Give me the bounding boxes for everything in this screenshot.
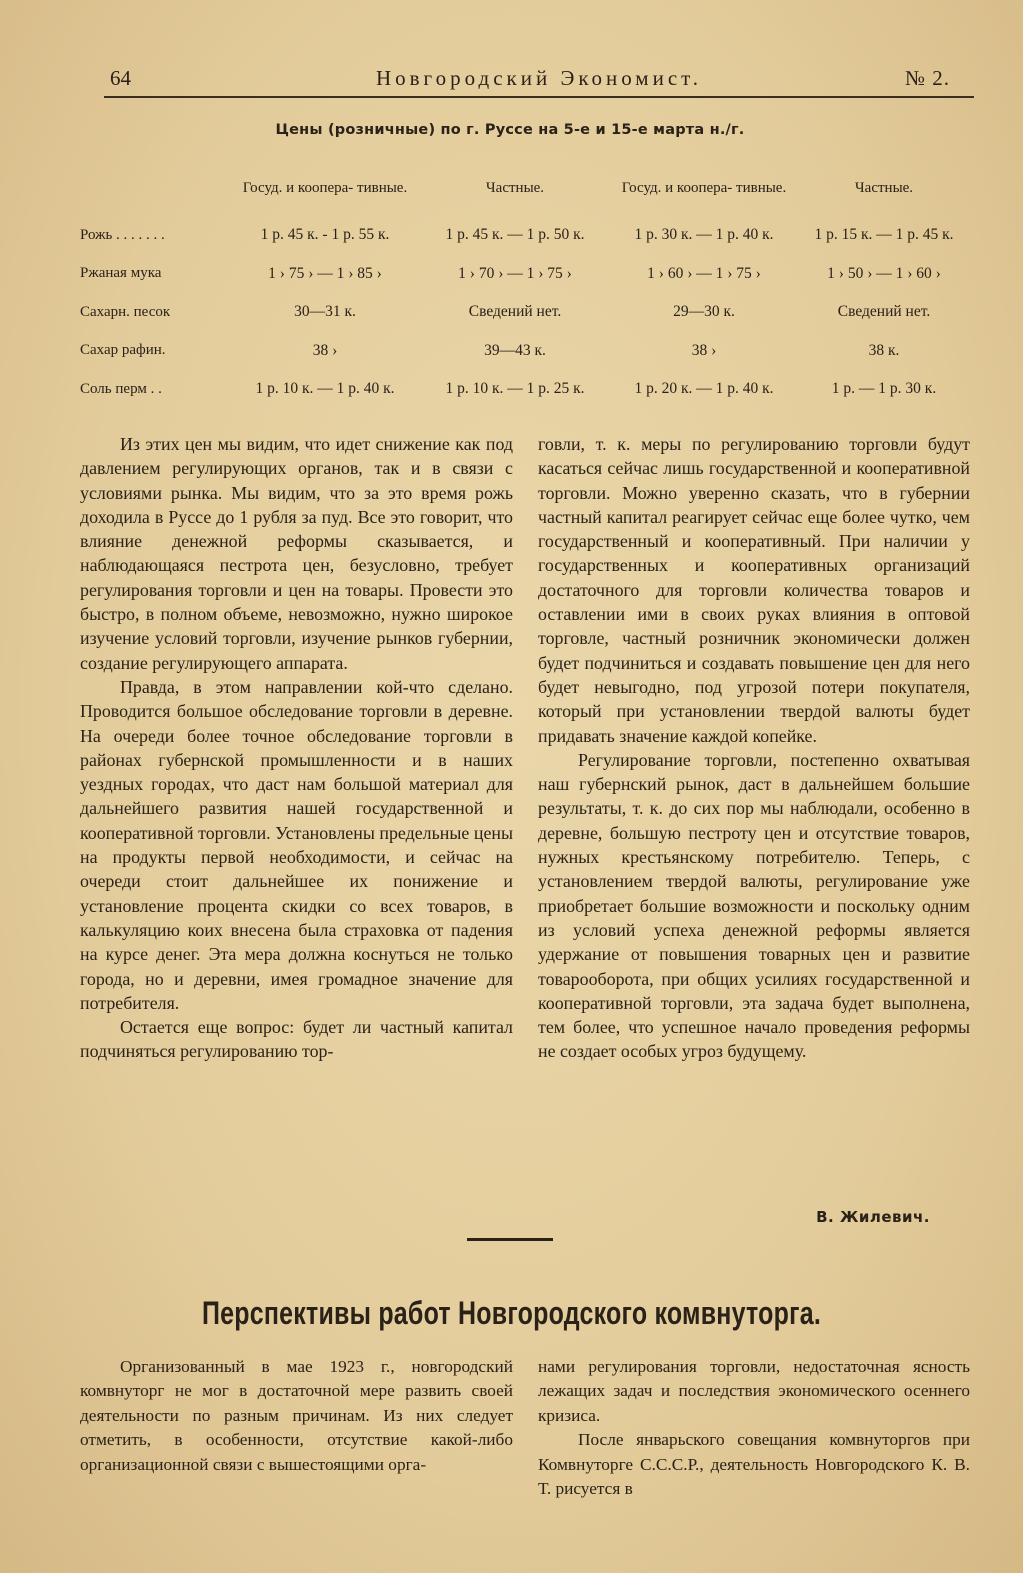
table-title: Цены (розничные) по г. Руссе на 5-е и 15-е марта н./г. — [275, 122, 745, 138]
table-header-row — [80, 160, 970, 216]
article-title: Перспективы работ Новгородского комвнуторга. — [201, 1295, 822, 1331]
table-row — [80, 370, 970, 409]
table-cell: 38 к. — [868, 341, 900, 359]
paragraph: После январьского совещания комвнуторгов при Комвнуторге С.С.С.Р., деятельность Новгородского К. В. Т. рисуется в — [538, 1430, 970, 1499]
table-cell: 1 р. 10 к. — 1 р. 40 к. — [255, 380, 395, 398]
table-row — [80, 293, 970, 332]
article2-column-left — [80, 1355, 513, 1477]
table-cell: 38 › — [691, 341, 717, 359]
paragraph: Правда, в этом направлении кой-что сделано. Проводится большое обследование торговли в деревне. На очереди более точное обследование торговли в районах губернской промышленности и в наших уездных городах, что даст нам большой материал для дальнейшего развития нашей государственной и кооперативной торговли. Установлены предельные цены на продукты первой необходимости, и сейчас на очереди стоит дальнейшее их понижение и установление процента скидки со всех товаров, в калькуляцию коих внесена была страховка от падения на курсе денег. Эта мера должна коснуться не только города, но и деревни, имея громадное значение для потребителя. — [80, 676, 513, 1013]
section-divider — [467, 1238, 553, 1241]
table-cell: 1 › 70 › — 1 › 75 › — [458, 264, 572, 282]
paragraph: Остается еще вопрос: будет ли частный капитал подчиняться регулированию тор- — [80, 1017, 513, 1062]
table-cell: 1 р. 30 к. — 1 р. 40 к. — [634, 226, 774, 244]
table-cell: 1 › 60 › — 1 › 75 › — [647, 264, 761, 282]
table-cell: 30—31 к. — [294, 303, 356, 321]
price-table — [80, 160, 970, 409]
row-label: Сахарн. песок — [80, 303, 171, 320]
table-cell: 1 р. 45 к. — 1 р. 50 к. — [445, 226, 585, 244]
table-cell: 1 р. 15 к. — 1 р. 45 к. — [814, 226, 954, 244]
row-label: Рожь . . . . . . . — [80, 226, 165, 243]
paragraph-continued: говли, т. к. меры по регулированию торговли будут касаться сейчас лишь государственной и кооперативной торговли. Можно уверенно сказать, что в губернии частный капитал реагирует сейчас еще более чутко, чем государственный и кооперативный. При наличии у государственных и кооперативных организаций достаточного для торговли количества товаров и оставлении ими в своих руках влияния в оптовой торговле, частный розничник экономически должен будет подчиниться и создавать повышение цен для него будет невыгодно, под угрозой потери покупателя, который при установлении твердой валюты будет придавать значение каждой копейке. — [538, 434, 970, 746]
page-header — [104, 62, 974, 98]
table-row — [80, 332, 970, 371]
table-cell: 39—43 к. — [484, 341, 546, 359]
table-cell: 1 р. 10 к. — 1 р. 25 к. — [445, 380, 585, 398]
page-number: 64 — [110, 66, 131, 90]
paragraph: Организованный в мае 1923 г., новгородский комвнуторг не мог в достаточной мере развить своей деятельности по разным причинам. Из них следует отметить, в особенности, отсутствие какой-либо организационной связи с вышестоящими орга- — [80, 1357, 513, 1474]
row-label: Ржаная мука — [80, 265, 162, 282]
journal-title: Новгородский Экономист. — [375, 66, 703, 90]
paragraph: Регулирование торговли, постепенно охватывая наш губернский рынок, даст в дальнейшем большие результаты, т. к. до сих пор мы наблюдали, особенно в деревне, большую пестроту цен и отсутствие товаров, нужных крестьянскому потребителю. Теперь, с установлением твердой валюты, регулирование уже приобретает большие возможности и поскольку одним из условий успеха денежной реформы является удержание от повышения товарных цен и развитие товарооборота, при общих усилиях государственной и кооперативной торговли, эта задача будет выполнена, тем более, что успешное начало проведения реформы не создает особых угроз будущему. — [538, 749, 970, 1062]
table-cell: 1 › 50 › — 1 › 60 › — [827, 264, 941, 282]
table-cell: Сведений нет. — [468, 303, 562, 321]
table-cell: 1 р. — 1 р. 30 к. — [831, 380, 937, 398]
table-cell: 29—30 к. — [673, 303, 735, 321]
table-row — [80, 216, 970, 255]
row-label: Сахар рафин. — [80, 342, 166, 359]
table-row — [80, 255, 970, 294]
column-header: Госуд. и коопера- тивные. — [242, 179, 408, 196]
column-header: Госуд. и коопера- тивные. — [621, 179, 787, 196]
row-label: Соль перм . . — [80, 380, 162, 397]
article2-column-right — [538, 1355, 970, 1501]
paragraph: Из этих цен мы видим, что идет снижение как под давлением регулирующих органов, так и в связи с условиями рынка. Мы видим, что за это время рожь доходила в Руссе до 1 рубля за пуд. Все это говорит, что влияние денежной реформы сказывается, и наблюдающаяся пестрота цен, безусловно, требует регулирования торговли и цен на товары. Провести это быстро, в полном объеме, невозможно, нужно широкое изучение условий торговли, изучение рынков губернии, создание регулирующего аппарата. — [80, 434, 513, 673]
column-header: Частные. — [485, 179, 545, 196]
article-column-right — [538, 432, 970, 1064]
table-cell: Сведений нет. — [837, 303, 931, 321]
paragraph-continued: нами регулирования торговли, недостаточная ясность лежащих задач и последствия экономического осеннего кризиса. — [538, 1357, 970, 1425]
table-header-blank — [80, 160, 230, 216]
article-column-left — [80, 432, 513, 1064]
table-cell: 1 р. 20 к. — 1 р. 40 к. — [634, 380, 774, 398]
issue-number: № 2. — [904, 66, 950, 90]
table-cell: 1 р. 45 к. - 1 р. 55 к. — [260, 226, 390, 244]
table-cell: 1 › 75 › — 1 › 85 › — [268, 264, 382, 282]
table-cell: 38 › — [312, 341, 338, 359]
author-signature: В. Жилевич. — [816, 1208, 930, 1226]
column-header: Частные. — [854, 179, 914, 196]
